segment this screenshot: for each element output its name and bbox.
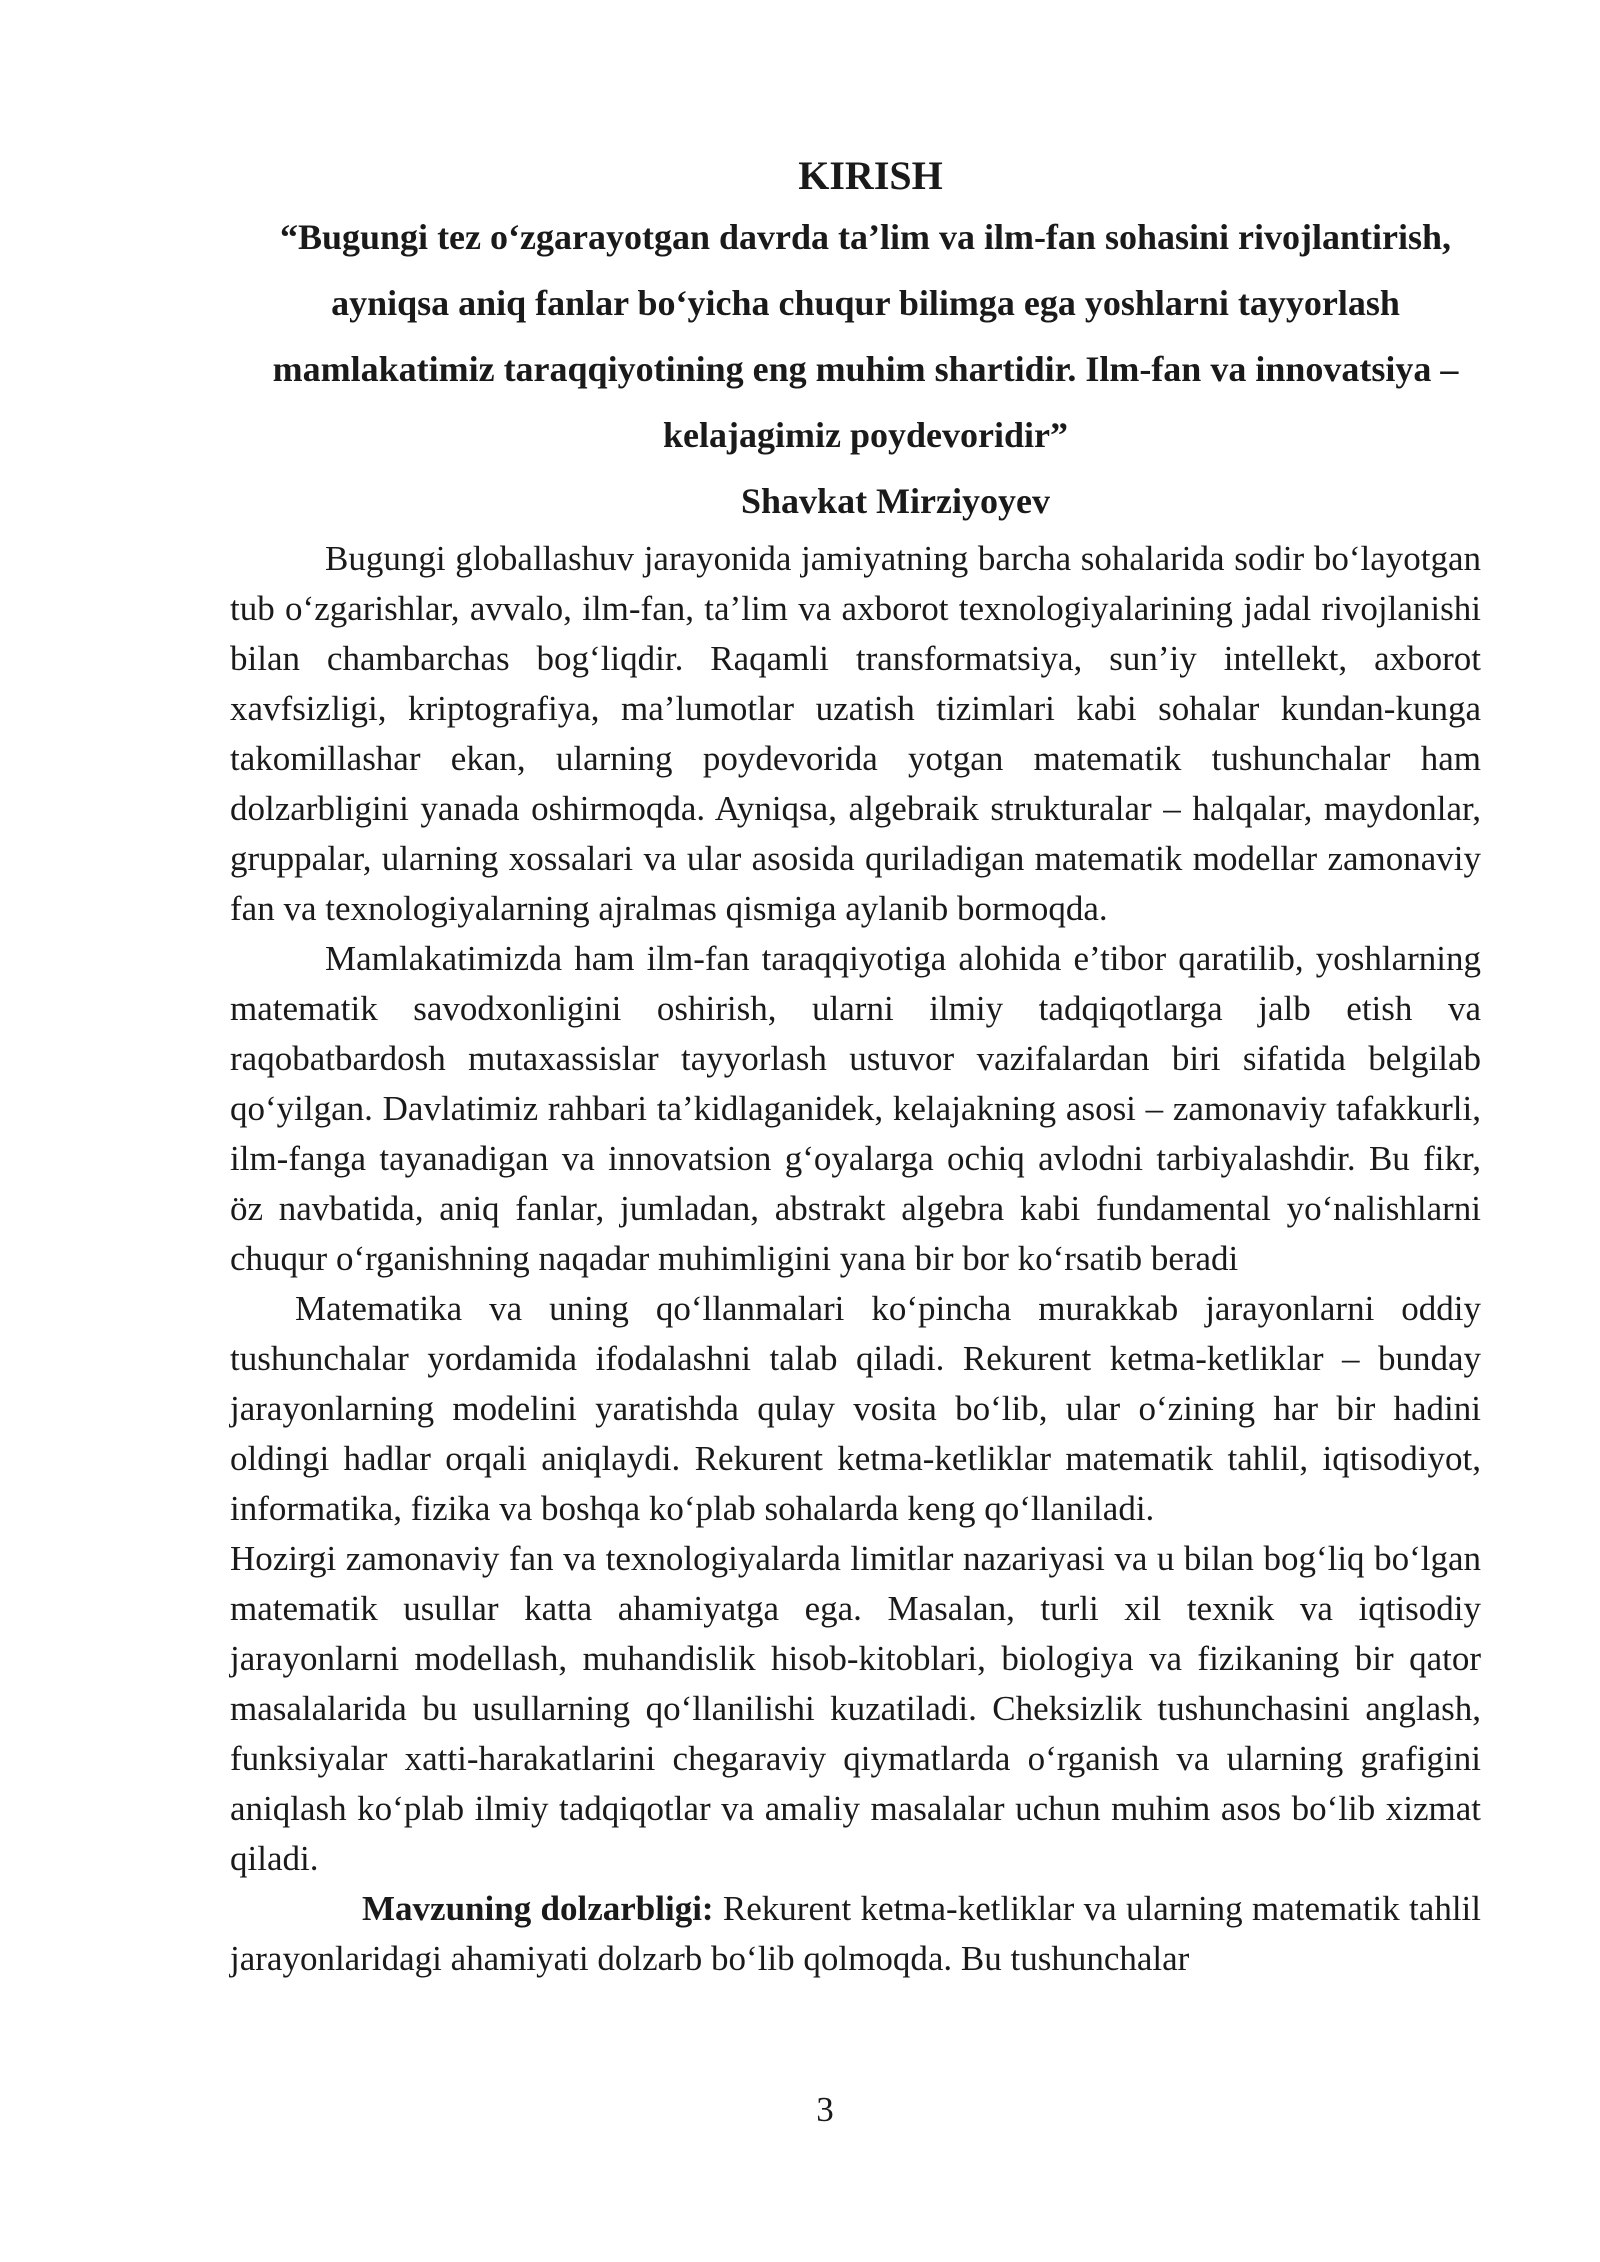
epigraph-author: Shavkat Mirziyoyev: [741, 481, 1050, 521]
relevance-label: Mavzuning dolzarbligi:: [362, 1889, 714, 1928]
page-heading: KIRISH: [798, 153, 943, 198]
page-number: 3: [816, 2090, 834, 2129]
paragraph-1: Bugungi globallashuv jarayonida jamiyatning barcha sohalarida sodir bo‘layotgan tub o‘zgarishlar, avvalo, ilm-fan, ta’lim va axborot texnologiyalarining jadal rivojlanishi bilan chambarchas bog‘liqdir. Raqamli transformatsiya, sun’iy intellekt, axborot xavfsizligi, kriptografiya, ma’lumotlar uzatish tizimlari kabi sohalar kundan-kunga takomillashar ekan, ularning poydevorida yotgan matematik tushunchalar ham dolzarbligini yanada oshirmoqda. Ayniqsa, algebraik strukturalar – halqalar, maydonlar, gruppalar, ularning xossalari va ular asosida quriladigan matematik modellar zamonaviy fan va texnologiyalarning ajralmas qismiga aylanib bormoqda.: [230, 539, 1481, 928]
paragraph-2: Mamlakatimizda ham ilm-fan taraqqiyotiga alohida e’tibor qaratilib, yoshlarning matematik savodxonligini oshirish, ularni ilmiy tadqiqotlarga jalb etish va raqobatbardosh mutaxassislar tayyorlash ustuvor vazifalardan biri sifatida belgilab qo‘yilgan. Davlatimiz rahbari ta’kidlaganidek, kelajakning asosi – zamonaviy tafakkurli, ilm-fanga tayanadigan va innovatsion g‘oyalarga ochiq avlodni tarbiyalashdir. Bu fikr, öz navbatida, aniq fanlar, jumladan, abstrakt algebra kabi fundamental yo‘nalishlarni chuqur o‘rganishning naqadar muhimligini yana bir bor ko‘rsatib beradi: [230, 939, 1481, 1278]
page-content: [230, 148, 1481, 1984]
relevance-text: Rekurent ketma-ketliklar va ularning matematik tahlil jarayonlaridagi ahamiyati dolzarb bo‘lib qolmoqda. Bu tushunchalar: [230, 1889, 1481, 1978]
epigraph-quote: “Bugungi tez o‘zgarayotgan davrda ta’lim va ilm-fan sohasini rivojlantirish, ayniqsa aniq fanlar bo‘yicha chuqur bilimga ega yoshlarni tayyorlash mamlakatimiz taraqqiyotining eng muhim shartidir. Ilm-fan va innovatsiya – kelajagimiz poydevoridir”: [272, 217, 1459, 455]
paragraph-4: Hozirgi zamonaviy fan va texnologiyalarda limitlar nazariyasi va u bilan bog‘liq bo‘lgan matematik usullar katta ahamiyatga ega. Masalan, turli xil texnik va iqtisodiy jarayonlarni modellash, muhandislik hisob-kitoblari, biologiya va fizikaning bir qator masalalarida bu usullarning qo‘llanilishi kuzatiladi. Cheksizlik tushunchasini anglash, funksiyalar xatti-harakatlarini chegaraviy qiymatlarda o‘rganish va ularning grafigini aniqlash ko‘plab ilmiy tadqiqotlar va amaliy masalalar uchun muhim asos bo‘lib xizmat qiladi.: [230, 1539, 1481, 1878]
relevance-paragraph: [230, 1884, 1481, 1984]
paragraph-3: Matematika va uning qo‘llanmalari ko‘pincha murakkab jarayonlarni oddiy tushunchalar yordamida ifodalashni talab qiladi. Rekurent ketma-ketliklar – bunday jarayonlarning modelini yaratishda qulay vosita bo‘lib, ular o‘zining har bir hadini oldingi hadlar orqali aniqlaydi. Rekurent ketma-ketliklar matematik tahlil, iqtisodiyot, informatika, fizika va boshqa ko‘plab sohalarda keng qo‘llaniladi.: [230, 1289, 1481, 1528]
